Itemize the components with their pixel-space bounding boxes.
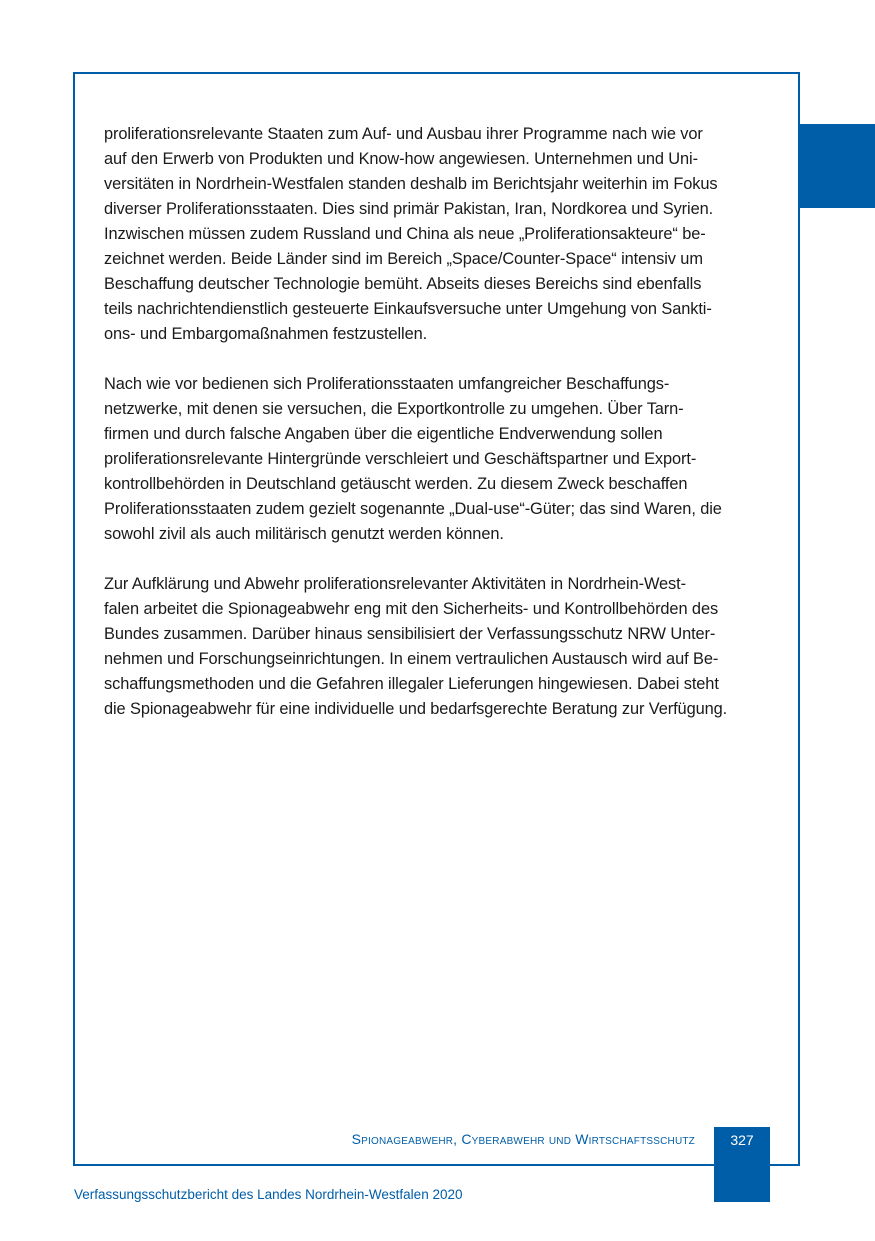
text-line: versitäten in Nordrhein-Westfalen standen deshalb im Berichtsjahr weiterhin im Fokus bbox=[104, 175, 718, 193]
page-number: 327 bbox=[730, 1132, 754, 1148]
text-line: netzwerke, mit denen sie versuchen, die Exportkontrolle zu umgehen. Über Tarn- bbox=[104, 400, 684, 418]
text-line: Bundes zusammen. Darüber hinaus sensibilisiert der Verfassungsschutz NRW Unter- bbox=[104, 625, 716, 643]
text-line: Nach wie vor bedienen sich Proliferationsstaaten umfangreicher Beschaffungs- bbox=[104, 375, 670, 393]
paragraph-1 bbox=[104, 122, 772, 347]
chapter-tab-marker bbox=[798, 124, 875, 208]
footer-publication-title: Verfassungsschutzbericht des Landes Nordrhein-Westfalen 2020 bbox=[74, 1187, 463, 1202]
text-line: zeichnet werden. Beide Länder sind im Bereich „Space/Counter-Space“ intensiv um bbox=[104, 250, 703, 268]
text-line: firmen und durch falsche Angaben über die eigentliche Endverwendung sollen bbox=[104, 425, 663, 443]
text-line: diverser Proliferationsstaaten. Dies sind primär Pakistan, Iran, Nordkorea und Syrien. bbox=[104, 200, 714, 218]
section-title: Spionageabwehr, Cyberabwehr und Wirtschaftsschutz bbox=[351, 1131, 695, 1147]
paragraph-2 bbox=[104, 372, 772, 547]
text-line: Zur Aufklärung und Abwehr proliferationsrelevanter Aktivitäten in Nordrhein-West- bbox=[104, 575, 686, 593]
text-line: teils nachrichtendienstlich gesteuerte Einkaufsversuche unter Umgehung von Sankti- bbox=[104, 300, 712, 318]
text-line: die Spionageabwehr für eine individuelle und bedarfsgerechte Beratung zur Verfügung. bbox=[104, 700, 728, 718]
body-text bbox=[104, 122, 772, 747]
text-line: schaffungsmethoden und die Gefahren illegaler Lieferungen hingewiesen. Dabei steht bbox=[104, 675, 719, 693]
text-line: Inzwischen müssen zudem Russland und China als neue „Proliferationsakteure“ be- bbox=[104, 225, 706, 243]
text-line: auf den Erwerb von Produkten und Know-how angewiesen. Unternehmen und Uni- bbox=[104, 150, 698, 168]
text-line: ons- und Embargomaßnahmen festzustellen. bbox=[104, 325, 428, 343]
text-line: falen arbeitet die Spionageabwehr eng mit den Sicherheits- und Kontrollbehörden des bbox=[104, 600, 719, 618]
paragraph-3 bbox=[104, 572, 772, 722]
text-line: nehmen und Forschungseinrichtungen. In einem vertraulichen Austausch wird auf Be- bbox=[104, 650, 719, 668]
page-number-box bbox=[714, 1127, 770, 1202]
text-line: Proliferationsstaaten zudem gezielt sogenannte „Dual-use“-Güter; das sind Waren, die bbox=[104, 500, 722, 518]
text-line: Beschaffung deutscher Technologie bemüht. Abseits dieses Bereichs sind ebenfalls bbox=[104, 275, 702, 293]
text-line: proliferationsrelevante Hintergründe verschleiert und Geschäftspartner und Export- bbox=[104, 450, 697, 468]
text-line: proliferationsrelevante Staaten zum Auf- und Ausbau ihrer Programme nach wie vor bbox=[104, 125, 703, 143]
text-line: kontrollbehörden in Deutschland getäuscht werden. Zu diesem Zweck beschaffen bbox=[104, 475, 688, 493]
text-line: sowohl zivil als auch militärisch genutzt werden können. bbox=[104, 525, 504, 543]
